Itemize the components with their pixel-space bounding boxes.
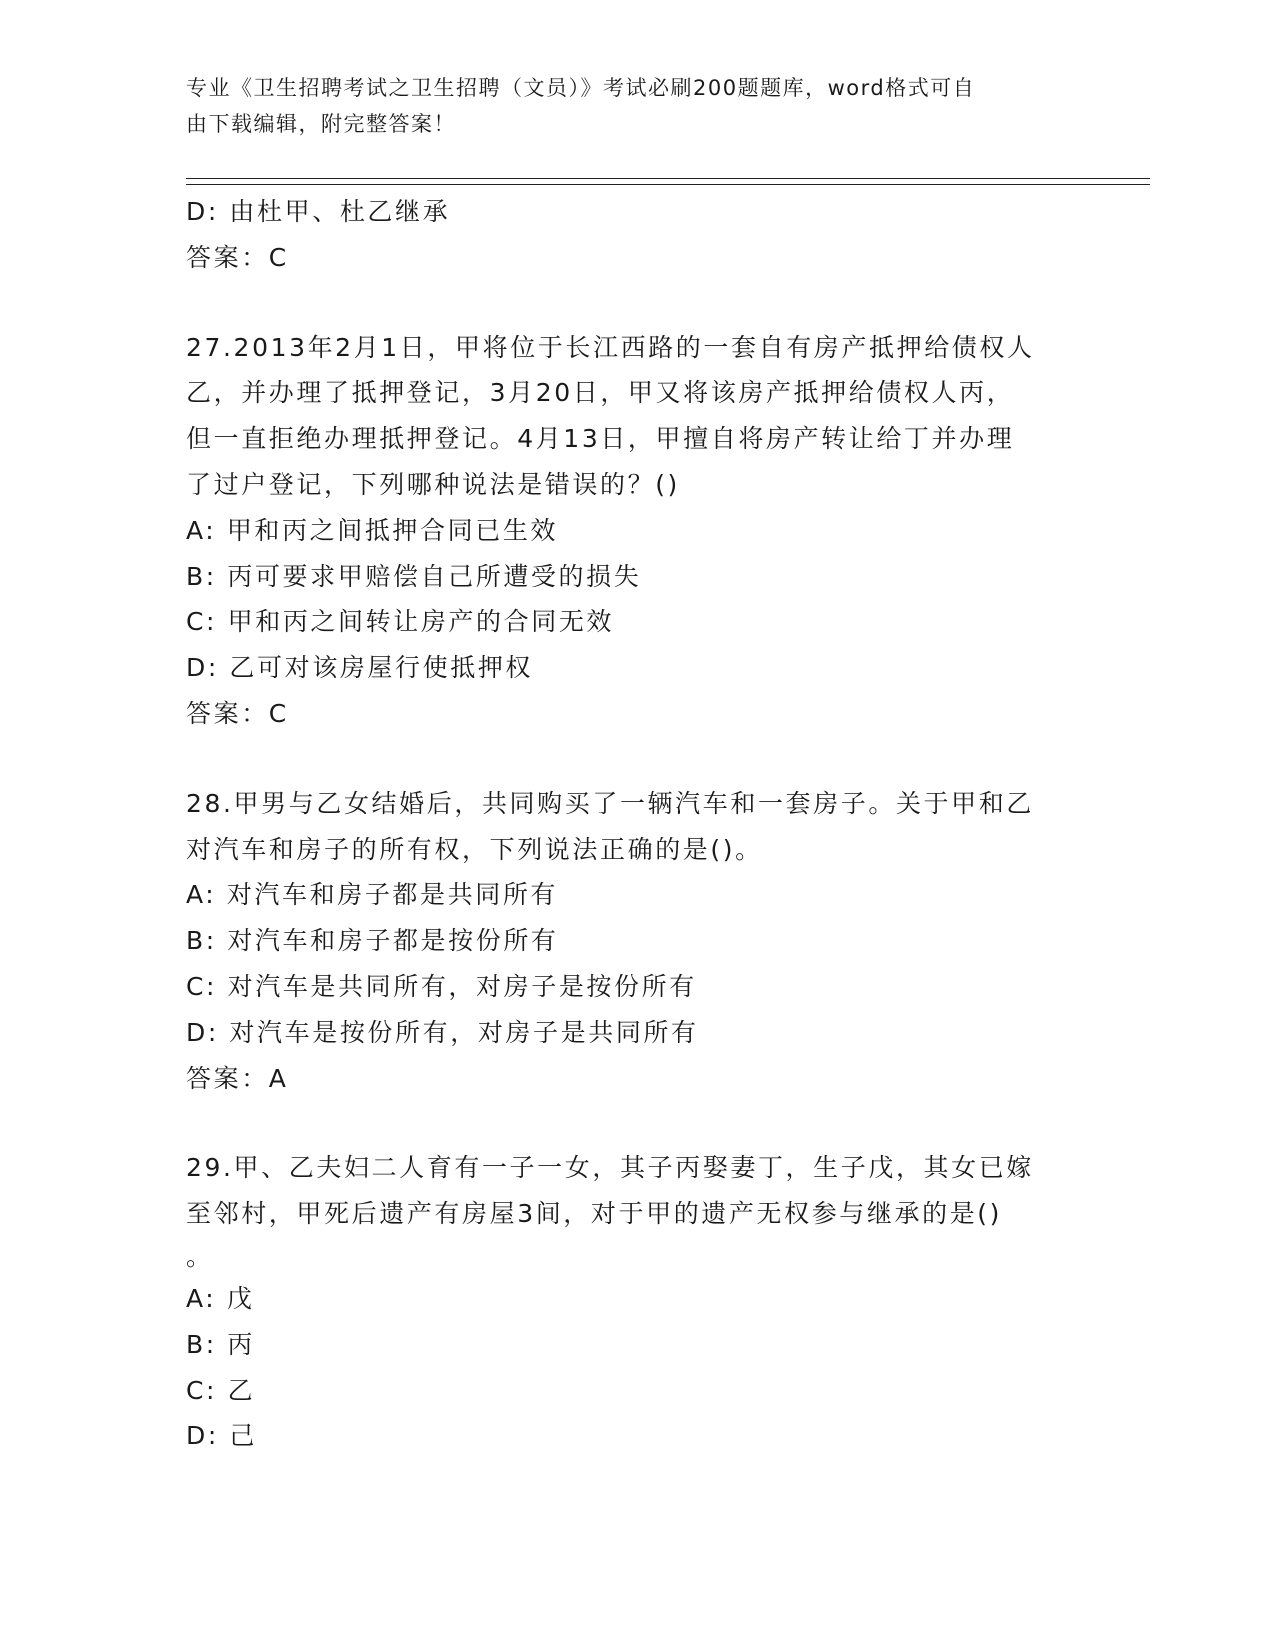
question-text-line: 27.2013年2月1日，甲将位于长江西路的一套自有房产抵押给债权人: [186, 332, 1035, 362]
question-text-line: 28.甲男与乙女结婚后，共同购买了一辆汽车和一套房子。关于甲和乙: [186, 788, 1034, 818]
question-text-line: 至邻村，甲死后遗产有房屋3间，对于甲的遗产无权参与继承的是(): [186, 1199, 1003, 1229]
option-b: B: 丙可要求甲赔偿自己所遭受的损失: [186, 561, 642, 591]
question-text-line: 了过户登记，下列哪种说法是错误的？(): [186, 469, 680, 499]
option-b: B: 对汽车和房子都是按份所有: [186, 926, 559, 956]
header-line-2: 由下载编辑，附完整答案！: [186, 112, 456, 136]
document-body: [186, 189, 1086, 1459]
question-text-line: 对汽车和房子的所有权，下列说法正确的是()。: [186, 834, 763, 864]
question-text-line: 。: [186, 1241, 214, 1271]
spacer: [186, 281, 1086, 325]
option-d: D: 己: [186, 1421, 258, 1451]
option-c: C: 对汽车是共同所有，对房子是按份所有: [186, 971, 697, 1001]
question-26-tail: [186, 189, 1086, 281]
question-27: [186, 325, 1086, 737]
question-text-line: 29.甲、乙夫妇二人育有一子一女，其子丙娶妻丁，生子戊，其女已嫁: [186, 1153, 1034, 1183]
option-b: B: 丙: [186, 1329, 255, 1359]
question-text-line: 但一直拒绝办理抵押登记。4月13日，甲擅自将房产转让给丁并办理: [186, 424, 1015, 454]
document-header: [186, 70, 1066, 142]
option-c: C: 乙: [186, 1375, 256, 1405]
answer: 答案：A: [186, 1063, 289, 1093]
question-29: [186, 1145, 1086, 1459]
header-divider-top: [186, 178, 1150, 179]
option-a: A: 甲和丙之间抵押合同已生效: [186, 515, 559, 545]
question-text-line: 乙，并办理了抵押登记，3月20日，甲又将该房产抵押给债权人丙，: [186, 378, 1015, 408]
spacer: [186, 1101, 1086, 1145]
option-d: D: 乙可对该房屋行使抵押权: [186, 653, 534, 683]
answer: 答案：C: [186, 698, 289, 728]
spacer: [186, 737, 1086, 781]
option-c: C: 甲和丙之间转让房产的合同无效: [186, 607, 615, 637]
option-a: A: 戊: [186, 1283, 255, 1313]
option-a: A: 对汽车和房子都是共同所有: [186, 880, 559, 910]
option-d: D: 由杜甲、杜乙继承: [186, 197, 451, 226]
option-d: D: 对汽车是按份所有，对房子是共同所有: [186, 1017, 699, 1047]
header-line-1: 专业《卫生招聘考试之卫生招聘（文员）》考试必刷200题题库，word格式可自: [186, 76, 976, 100]
header-divider-bottom: [186, 184, 1150, 185]
answer: 答案：C: [186, 242, 289, 272]
question-28: [186, 781, 1086, 1102]
